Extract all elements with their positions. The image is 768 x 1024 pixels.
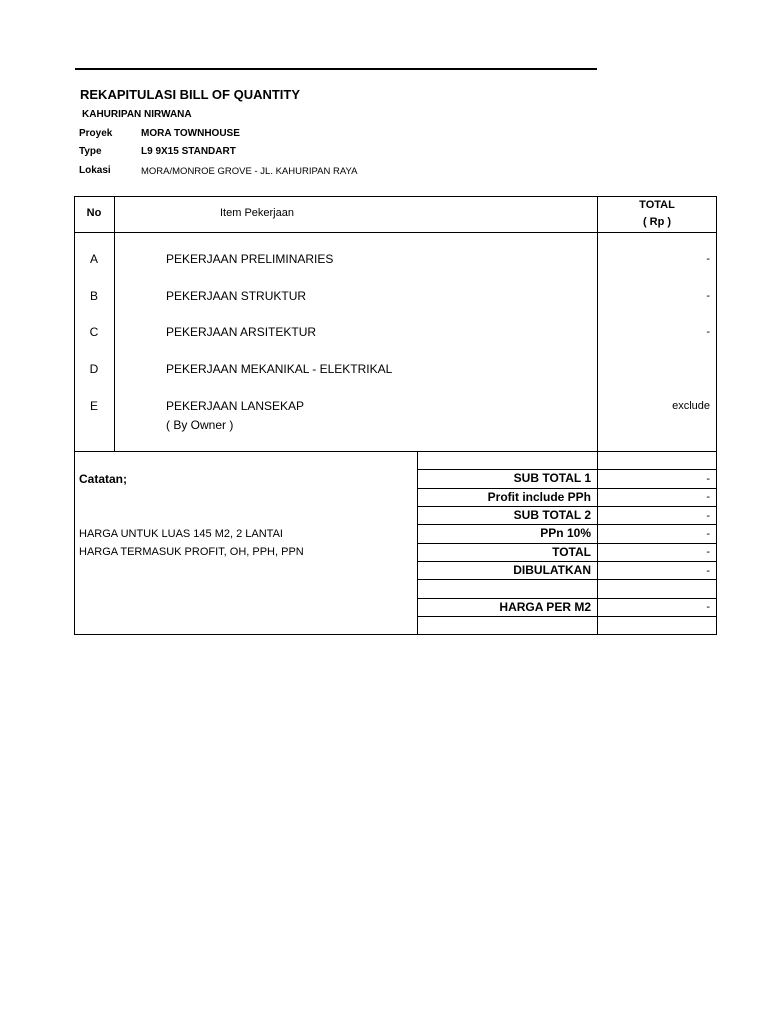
no-col-divider <box>114 196 115 452</box>
project-value: MORA TOWNHOUSE <box>141 128 240 139</box>
row-letter: E <box>89 399 98 413</box>
row-total: - <box>706 290 710 302</box>
note-line: HARGA UNTUK LUAS 145 M2, 2 LANTAI <box>79 528 283 540</box>
summary-value: - <box>706 473 710 485</box>
summary-label: SUB TOTAL 1 <box>513 471 591 485</box>
summary-value: - <box>706 491 710 503</box>
row-letter: A <box>89 252 98 266</box>
col-header-item: Item Pekerjaan <box>220 207 294 219</box>
items-end-line-total <box>597 451 717 452</box>
top-rule <box>75 68 597 70</box>
summary-row-line <box>417 598 717 599</box>
row-item: PEKERJAAN LANSEKAP <box>166 399 305 413</box>
note-line: HARGA TERMASUK PROFIT, OH, PPH, PPN <box>79 546 304 558</box>
table-border-top <box>74 196 717 197</box>
row-total: - <box>706 253 710 265</box>
summary-value: - <box>706 528 710 540</box>
type-value: L9 9X15 STANDART <box>141 146 236 157</box>
summary-label: PPn 10% <box>540 526 591 540</box>
row-item: PEKERJAAN MEKANIKAL - ELEKTRIKAL <box>166 362 393 376</box>
summary-label: Profit include PPh <box>487 490 591 504</box>
project-label: Proyek <box>79 128 113 139</box>
summary-row-line <box>417 488 717 489</box>
summary-value: - <box>706 565 710 577</box>
summary-row-line <box>417 561 717 562</box>
row-letter: D <box>89 362 99 376</box>
notes-title: Catatan; <box>79 472 128 486</box>
col-header-total: TOTAL <box>639 199 675 211</box>
row-item: PEKERJAAN STRUKTUR <box>166 289 307 303</box>
document-title: REKAPITULASI BILL OF QUANTITY <box>80 87 301 102</box>
row-letter: C <box>89 325 99 339</box>
summary-row-line <box>417 543 717 544</box>
summary-row-line <box>417 616 717 617</box>
summary-row-line <box>417 579 717 580</box>
row-item: PEKERJAAN ARSITEKTUR <box>166 325 317 339</box>
col-header-no: No <box>86 207 102 219</box>
table-border-right <box>716 196 717 635</box>
summary-label: TOTAL <box>552 545 591 559</box>
items-end-line <box>74 451 417 452</box>
location-label: Lokasi <box>79 165 111 176</box>
col-header-total-unit: ( Rp ) <box>642 216 672 228</box>
document-subtitle: KAHURIPAN NIRWANA <box>82 109 192 120</box>
summary-label: SUB TOTAL 2 <box>513 508 591 522</box>
row-total: exclude <box>672 400 710 412</box>
summary-label: DIBULATKAN <box>513 563 591 577</box>
summary-label: HARGA PER M2 <box>499 600 591 614</box>
header-separator <box>74 232 717 233</box>
table-border-bottom <box>74 634 717 635</box>
summary-value: - <box>706 601 710 613</box>
row-item: PEKERJAAN PRELIMINARIES <box>166 252 334 266</box>
summary-value: - <box>706 546 710 558</box>
summary-row-line <box>417 469 717 470</box>
row-total: - <box>706 326 710 338</box>
summary-row-line <box>417 506 717 507</box>
summary-row-line <box>417 524 717 525</box>
summary-value: - <box>706 510 710 522</box>
row-letter: B <box>89 289 98 303</box>
type-label: Type <box>79 146 102 157</box>
row-item-note: ( By Owner ) <box>166 418 234 432</box>
items-end-line-mid <box>417 451 597 452</box>
location-value: MORA/MONROE GROVE - JL. KAHURIPAN RAYA <box>141 166 358 177</box>
